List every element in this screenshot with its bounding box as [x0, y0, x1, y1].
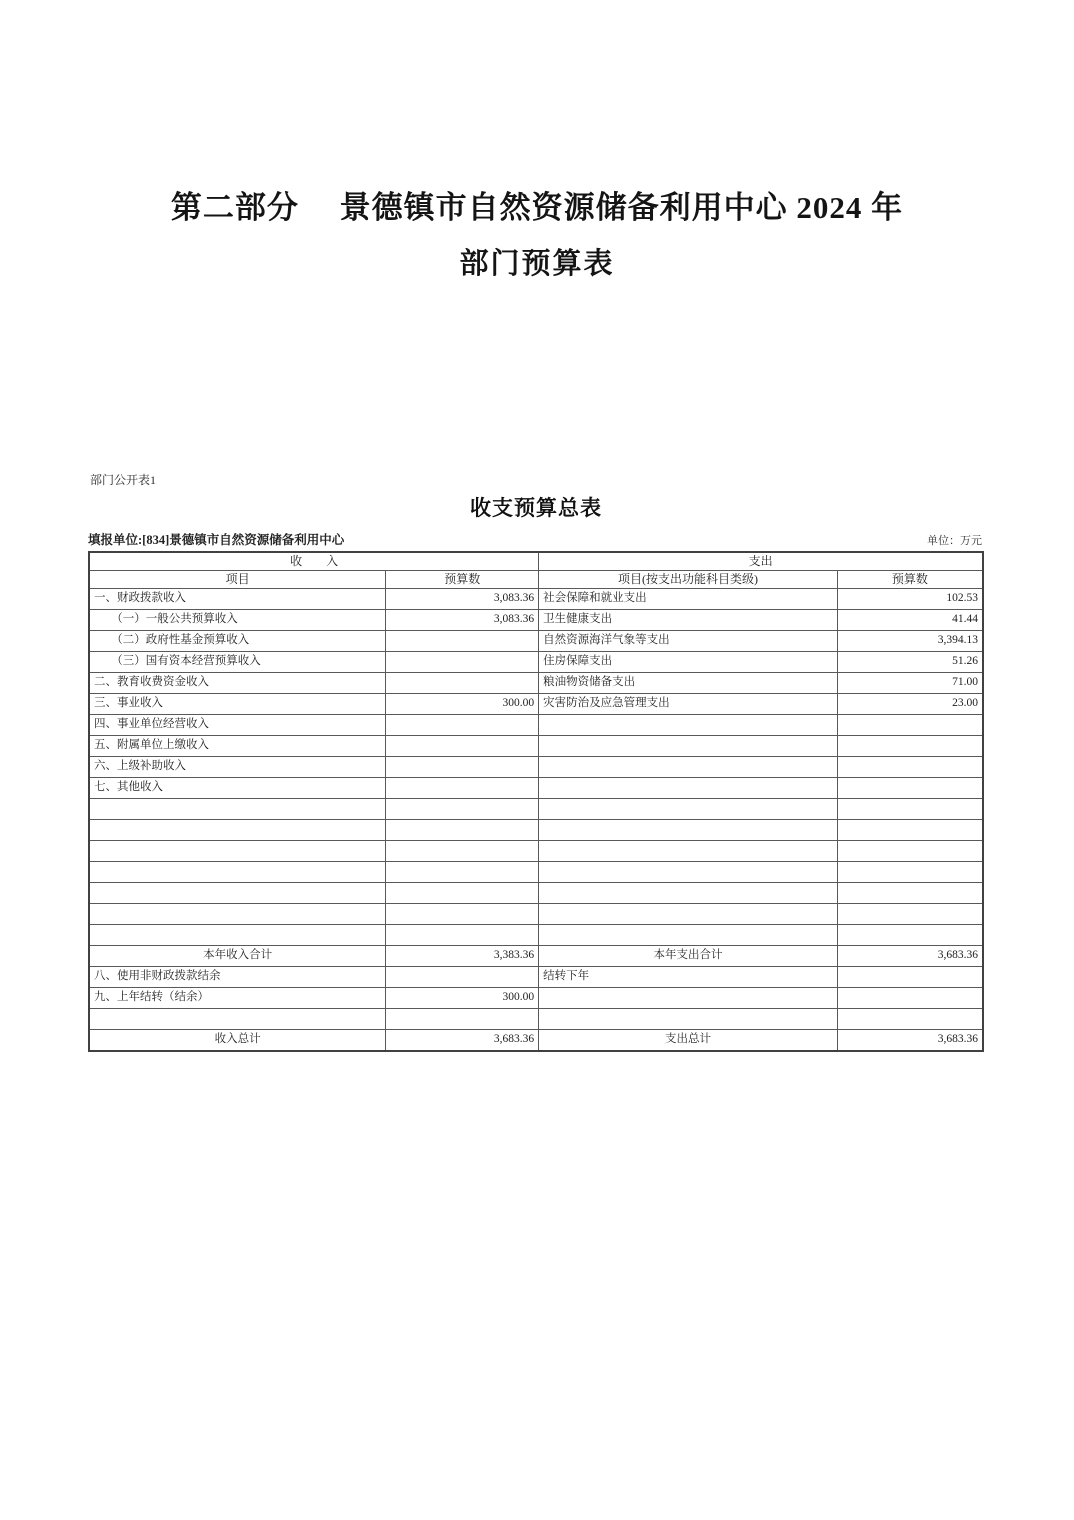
- expense-budget-cell: [837, 1009, 983, 1030]
- income-budget-cell: 3,083.36: [386, 610, 539, 631]
- income-item-cell: 五、附属单位上缴收入: [89, 736, 386, 757]
- expense-item-cell: 社会保障和就业支出: [539, 589, 838, 610]
- income-budget-cell: [386, 883, 539, 904]
- income-budget-cell: [386, 820, 539, 841]
- table-row: [89, 631, 983, 652]
- income-item-cell: 一、财政拨款收入: [89, 589, 386, 610]
- expense-item-cell: [539, 820, 838, 841]
- sheet-title: 收支预算总表: [470, 496, 602, 520]
- expense-item-cell: 本年支出合计: [539, 946, 838, 967]
- expense-item-cell: [539, 715, 838, 736]
- income-item-cell: 七、其他收入: [89, 778, 386, 799]
- expense-item-cell: 卫生健康支出: [539, 610, 838, 631]
- table-row: [89, 652, 983, 673]
- income-item-cell: 二、教育收费资金收入: [89, 673, 386, 694]
- income-item-cell: [89, 1009, 386, 1030]
- group-header-row: [89, 552, 983, 571]
- table-row: [89, 694, 983, 715]
- income-budget-cell: [386, 799, 539, 820]
- income-budget-cell: [386, 925, 539, 946]
- income-item-cell: 八、使用非财政拨款结余: [89, 967, 386, 988]
- income-budget-cell: 3,383.36: [386, 946, 539, 967]
- expense-budget-cell: [837, 778, 983, 799]
- table-row-grand-total: [89, 1030, 983, 1052]
- table-row: [89, 1009, 983, 1030]
- budget-summary-table: [88, 551, 984, 1052]
- table-row: [89, 610, 983, 631]
- income-budget-cell: [386, 673, 539, 694]
- expense-item-cell: [539, 736, 838, 757]
- column-header-row: [89, 571, 983, 589]
- income-group-header: 收 入: [89, 552, 539, 571]
- expense-item-cell: [539, 904, 838, 925]
- expense-item-cell: 自然资源海洋气象等支出: [539, 631, 838, 652]
- column-header-income-budget: 预算数: [386, 571, 539, 589]
- table-row: [89, 799, 983, 820]
- expense-item-cell: [539, 799, 838, 820]
- expense-budget-cell: [837, 925, 983, 946]
- table-row: [89, 715, 983, 736]
- income-item-cell: [89, 904, 386, 925]
- table-row: [89, 988, 983, 1009]
- income-item-cell: 收入总计: [89, 1030, 386, 1052]
- expense-budget-cell: [837, 883, 983, 904]
- expense-budget-cell: 41.44: [837, 610, 983, 631]
- income-item-cell: 三、事业收入: [89, 694, 386, 715]
- table-row: [89, 757, 983, 778]
- income-item-cell: （二）政府性基金预算收入: [89, 631, 386, 652]
- table-row-income-subtotal: [89, 946, 983, 967]
- income-item-cell: [89, 862, 386, 883]
- expense-budget-cell: [837, 799, 983, 820]
- income-item-cell: 四、事业单位经营收入: [89, 715, 386, 736]
- expense-item-cell: 支出总计: [539, 1030, 838, 1052]
- income-item-cell: （三）国有资本经营预算收入: [89, 652, 386, 673]
- expense-item-cell: 灾害防治及应急管理支出: [539, 694, 838, 715]
- expense-item-cell: 结转下年: [539, 967, 838, 988]
- income-budget-cell: [386, 1009, 539, 1030]
- table-row: [89, 925, 983, 946]
- expense-item-cell: [539, 1009, 838, 1030]
- expense-budget-cell: [837, 841, 983, 862]
- expense-group-header: 支出: [539, 552, 983, 571]
- expense-budget-cell: [837, 988, 983, 1009]
- expense-budget-cell: 71.00: [837, 673, 983, 694]
- table-row: [89, 673, 983, 694]
- expense-budget-cell: 3,683.36: [837, 946, 983, 967]
- expense-budget-cell: [837, 862, 983, 883]
- sheet-label: 部门公开表1: [90, 473, 157, 487]
- table-row: [89, 967, 983, 988]
- expense-item-cell: [539, 925, 838, 946]
- sheet-meta-row: [88, 530, 984, 548]
- income-budget-cell: 3,083.36: [386, 589, 539, 610]
- expense-item-cell: 粮油物资储备支出: [539, 673, 838, 694]
- income-budget-cell: [386, 652, 539, 673]
- income-item-cell: [89, 841, 386, 862]
- income-budget-cell: [386, 757, 539, 778]
- expense-budget-cell: 3,394.13: [837, 631, 983, 652]
- expense-item-cell: [539, 883, 838, 904]
- budget-sheet: [88, 471, 984, 1052]
- column-header-income-item: 项目: [89, 571, 386, 589]
- expense-item-cell: [539, 988, 838, 1009]
- income-budget-cell: [386, 715, 539, 736]
- income-item-cell: 九、上年结转（结余）: [89, 988, 386, 1009]
- income-budget-cell: 300.00: [386, 694, 539, 715]
- expense-budget-cell: 23.00: [837, 694, 983, 715]
- table-row: [89, 841, 983, 862]
- reporting-unit: 填报单位:[834]景德镇市自然资源储备利用中心: [88, 533, 345, 547]
- income-item-cell: [89, 799, 386, 820]
- table-row: [89, 820, 983, 841]
- income-budget-cell: [386, 778, 539, 799]
- income-item-cell: 本年收入合计: [89, 946, 386, 967]
- expense-item-cell: [539, 778, 838, 799]
- expense-budget-cell: [837, 967, 983, 988]
- expense-budget-cell: 3,683.36: [837, 1030, 983, 1052]
- expense-item-cell: 住房保障支出: [539, 652, 838, 673]
- expense-budget-cell: 51.26: [837, 652, 983, 673]
- income-item-cell: 六、上级补助收入: [89, 757, 386, 778]
- income-budget-cell: 3,683.36: [386, 1030, 539, 1052]
- income-budget-cell: [386, 736, 539, 757]
- document-title-line1: 第二部分 景德镇市自然资源储备利用中心 2024 年: [170, 190, 904, 225]
- unit-note: 单位：万元: [927, 535, 982, 547]
- expense-item-cell: [539, 862, 838, 883]
- income-budget-cell: [386, 862, 539, 883]
- document-title-line2: 部门预算表: [459, 248, 615, 280]
- income-item-cell: [89, 925, 386, 946]
- expense-budget-cell: [837, 736, 983, 757]
- income-budget-cell: 300.00: [386, 988, 539, 1009]
- income-budget-cell: [386, 967, 539, 988]
- income-budget-cell: [386, 904, 539, 925]
- income-item-cell: [89, 883, 386, 904]
- expense-budget-cell: [837, 820, 983, 841]
- income-budget-cell: [386, 631, 539, 652]
- document-title: [0, 192, 1074, 279]
- expense-item-cell: [539, 757, 838, 778]
- expense-budget-cell: [837, 715, 983, 736]
- column-header-expense-item: 项目(按支出功能科目类级): [539, 571, 838, 589]
- expense-budget-cell: [837, 757, 983, 778]
- column-header-expense-budget: 预算数: [837, 571, 983, 589]
- income-item-cell: （一）一般公共预算收入: [89, 610, 386, 631]
- table-row: [89, 862, 983, 883]
- income-budget-cell: [386, 841, 539, 862]
- income-item-cell: [89, 820, 386, 841]
- expense-budget-cell: 102.53: [837, 589, 983, 610]
- table-row: [89, 883, 983, 904]
- table-row: [89, 589, 983, 610]
- expense-item-cell: [539, 841, 838, 862]
- expense-budget-cell: [837, 904, 983, 925]
- table-row: [89, 736, 983, 757]
- table-row: [89, 778, 983, 799]
- table-row: [89, 904, 983, 925]
